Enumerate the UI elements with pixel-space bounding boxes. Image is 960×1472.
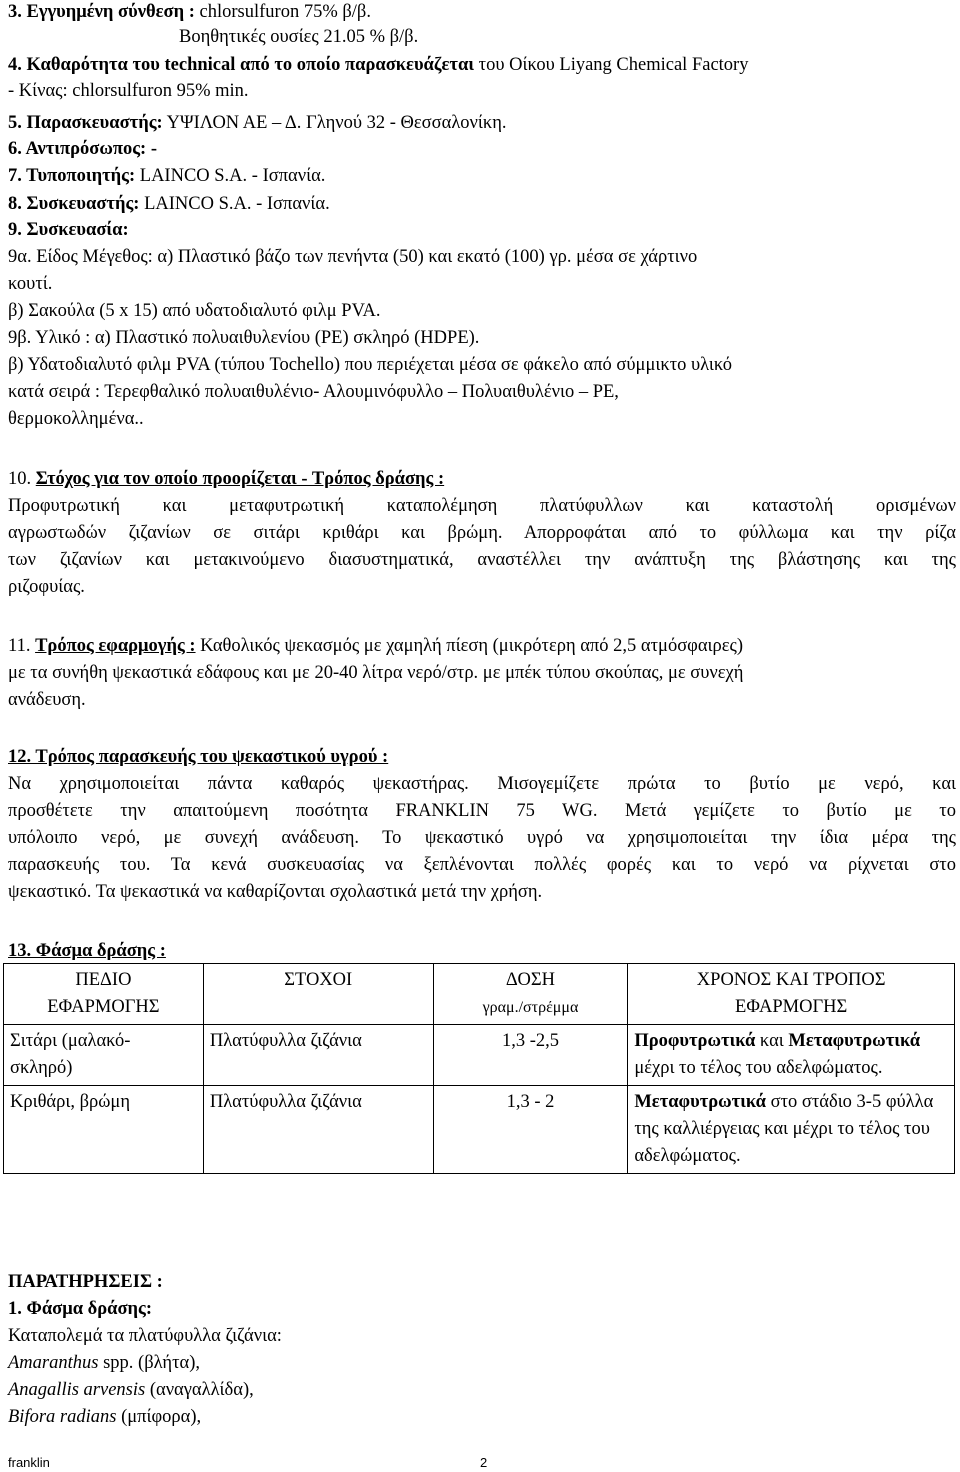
species-latin: Anagallis arvensis [8, 1380, 146, 1400]
header-dose-line-2: γραμ./στρέμμα [482, 999, 579, 1016]
purity-line [8, 53, 748, 77]
composition-line [8, 0, 371, 24]
species-latin: Amaranthus [8, 1353, 99, 1373]
spectrum-table [3, 963, 955, 1174]
species-item [8, 1405, 201, 1429]
row-timing-bold-2: Μεταφυτρωτικά [788, 1031, 921, 1051]
preparation-line: ψεκαστικό. Τα ψεκαστικά να καθαρίζονται σχολαστικά μετά την χρήση. [8, 882, 543, 902]
preparation-line: υπόλοιπο νερό, με συνεχή ανάδευση. Το ψεκαστικό υγρό να χρησιμοποιείται την ίδια μέρα της [8, 828, 956, 848]
row-timing [628, 1086, 955, 1174]
header-dose-line-1: ΔΟΣΗ [505, 970, 555, 990]
composition-value: chlorsulfuron 75% β/β. [199, 2, 371, 22]
application-text: Καθολικός ψεκασμός με χαμηλή πίεση (μικρότερη από 2,5 ατμόσφαιρες) [200, 636, 744, 656]
row-timing [628, 1025, 955, 1086]
row-dose: 1,3 - 2 [433, 1086, 628, 1174]
row-target: Πλατύφυλλα ζιζάνια [203, 1086, 433, 1174]
preparation-line: Να χρησιμοποιείται πάντα καθαρός ψεκαστήρας. Μισογεμίζετε πρώτα το βυτίο με νερό, και [8, 774, 956, 794]
remarks-intro: Καταπολεμά τα πλατύφυλλα ζιζάνια: [8, 1326, 282, 1346]
row-timing-bold-1: Προφυτρωτικά [634, 1031, 756, 1051]
purity-value: του Οίκου Liyang Chemical Factory [478, 55, 749, 75]
manufacturer-line [8, 111, 507, 135]
remarks-subheading: 1. Φάσμα δράσης: [8, 1299, 153, 1319]
species-common: (μπίφορα), [116, 1407, 202, 1427]
species-common: (αναγαλλίδα), [145, 1380, 254, 1400]
header-targets [203, 964, 433, 1025]
preparation-line: παρασκευής του. Τα κενά συσκευασίας να ξεπλένονται πολλές φορές και το νερό να ρίχνεται στο [8, 855, 956, 875]
auxiliary-substances: Βοηθητικές ουσίες 21.05 % β/β. [179, 27, 419, 47]
packager-value: LAINCO S.A. - Ισπανία. [139, 166, 326, 186]
packaging-line: β) Σακούλα (5 x 15) από υδατοδιαλυτό φιλμ PVA. [8, 301, 381, 321]
header-timing-line-2: ΕΦΑΡΜΟΓΗΣ [735, 997, 848, 1017]
species-latin: Bifora radians [8, 1407, 117, 1427]
application-line [8, 634, 743, 658]
header-timing [628, 964, 955, 1025]
spectrum-heading: 13. Φάσμα δράσης : [8, 941, 166, 961]
wrapper-line [8, 192, 330, 216]
application-line-3: ανάδευση. [8, 690, 86, 710]
packaging-line: 9β. Υλικό : α) Πλαστικό πολυαιθυλενίου (PE) σκληρό (HDPE). [8, 328, 480, 348]
target-heading [8, 467, 444, 491]
footer-page-number: 2 [480, 1455, 488, 1470]
packaging-line: κατά σειρά : Τερεφθαλικό πολυαιθυλένιο- Αλουμινόφυλλο – Πολυαιθυλένιο – PE, [8, 382, 619, 402]
table-header-row [4, 964, 955, 1025]
packager-line [8, 164, 325, 188]
row-timing-bold-1: Μεταφυτρωτικά [634, 1092, 766, 1112]
purity-label: 4. Καθαρότητα του technical από το οποίο παρασκευάζεται [8, 55, 475, 75]
footer-product: franklin [8, 1455, 50, 1470]
target-number: 10. [8, 469, 32, 489]
header-field-line-2: ΕΦΑΡΜΟΓΗΣ [47, 997, 160, 1017]
packaging-line: 9α. Είδος Μέγεθος: α) Πλαστικό βάζο των πενήντα (50) και εκατό (100) γρ. μέσα σε χάρτινο [8, 247, 698, 267]
application-label: Τρόπος εφαρμογής : [35, 636, 196, 656]
table-row [4, 1086, 955, 1174]
application-line-2: με τα συνήθη ψεκαστικά εδάφους και με 20-40 λίτρα νερό/στρ. με μπέκ τύπου σκούπας, με συνεχή [8, 663, 744, 683]
header-targets-text: ΣΤΟΧΟΙ [284, 970, 353, 990]
remarks-heading: ΠΑΡΑΤΗΡΗΣΕΙΣ : [8, 1272, 163, 1292]
target-text-line: αγρωστωδών ζιζανίων σε σιτάρι κριθάρι και βρώμη. Απορροφάται από το φύλλωμα και την ρίζα [8, 523, 956, 543]
row-field: Κριθάρι, βρώμη [4, 1086, 204, 1174]
representative-line: 6. Αντιπρόσωπος: - [8, 139, 158, 159]
wrapper-label: 8. Συσκευαστής: [8, 194, 140, 214]
wrapper-value: LAINCO S.A. - Ισπανία. [144, 194, 330, 214]
packager-label: 7. Τυποποιητής: [8, 166, 136, 186]
header-field [4, 964, 204, 1025]
target-text-line: ριζοφυίας. [8, 577, 85, 597]
table-row [4, 1025, 955, 1086]
preparation-line: προσθέτετε την απαιτούμενη ποσότητα FRANKLIN 75 WG. Μετά γεμίζετε το βυτίο με το [8, 801, 956, 821]
header-field-line-1: ΠΕΔΙΟ [75, 970, 132, 990]
application-number: 11. [8, 636, 31, 656]
packaging-line: θερμοκολλημένα.. [8, 409, 144, 429]
species-item [8, 1351, 200, 1375]
purity-line-2: - Κίνας: chlorsulfuron 95% min. [8, 81, 249, 101]
species-common: spp. (βλήτα), [98, 1353, 200, 1373]
manufacturer-value: ΥΨΙΛΟΝ ΑΕ – Δ. Γληνού 32 - Θεσσαλονίκη. [166, 113, 507, 133]
target-label: Στόχος για τον οποίο προορίζεται - Τρόπος δράσης : [35, 469, 445, 489]
row-timing-text-2: μέχρι το τέλος του αδελφώματος. [634, 1058, 883, 1078]
row-dose: 1,3 -2,5 [433, 1025, 628, 1086]
row-timing-text-1: και [755, 1031, 789, 1051]
row-field: Σιτάρι (μαλακό-σκληρό) [4, 1025, 204, 1086]
header-dose [433, 964, 628, 1025]
target-text-line: Προφυτρωτική και μεταφυτρωτική καταπολέμηση πλατύφυλλων και καταστολή ορισμένων [8, 496, 956, 516]
header-timing-line-1: ΧΡΟΝΟΣ ΚΑΙ ΤΡΟΠΟΣ [696, 970, 886, 990]
packaging-label: 9. Συσκευασία: [8, 220, 129, 240]
preparation-heading: 12. Τρόπος παρασκευής του ψεκαστικού υγρού : [8, 747, 389, 767]
species-item [8, 1378, 254, 1402]
packaging-line: β) Υδατοδιαλυτό φιλμ PVA (τύπου Tochello) που περιέχεται μέσα σε φάκελο από σύμμικτο υλικό [8, 355, 733, 375]
target-text-line: των ζιζανίων και μετακινούμενο διασυστηματικά, αναστέλλει την ανάπτυξη της βλάστησης και της [8, 550, 956, 570]
composition-label: 3. Εγγυημένη σύνθεση : [8, 2, 195, 22]
row-target: Πλατύφυλλα ζιζάνια [203, 1025, 433, 1086]
packaging-line: κουτί. [8, 274, 53, 294]
manufacturer-label: 5. Παρασκευαστής: [8, 113, 163, 133]
row-timing-text-1: στο στάδιο 3-5 φύλλα της καλλιέργειας και μέχρι το τέλος του αδελφώματος. [634, 1092, 934, 1166]
